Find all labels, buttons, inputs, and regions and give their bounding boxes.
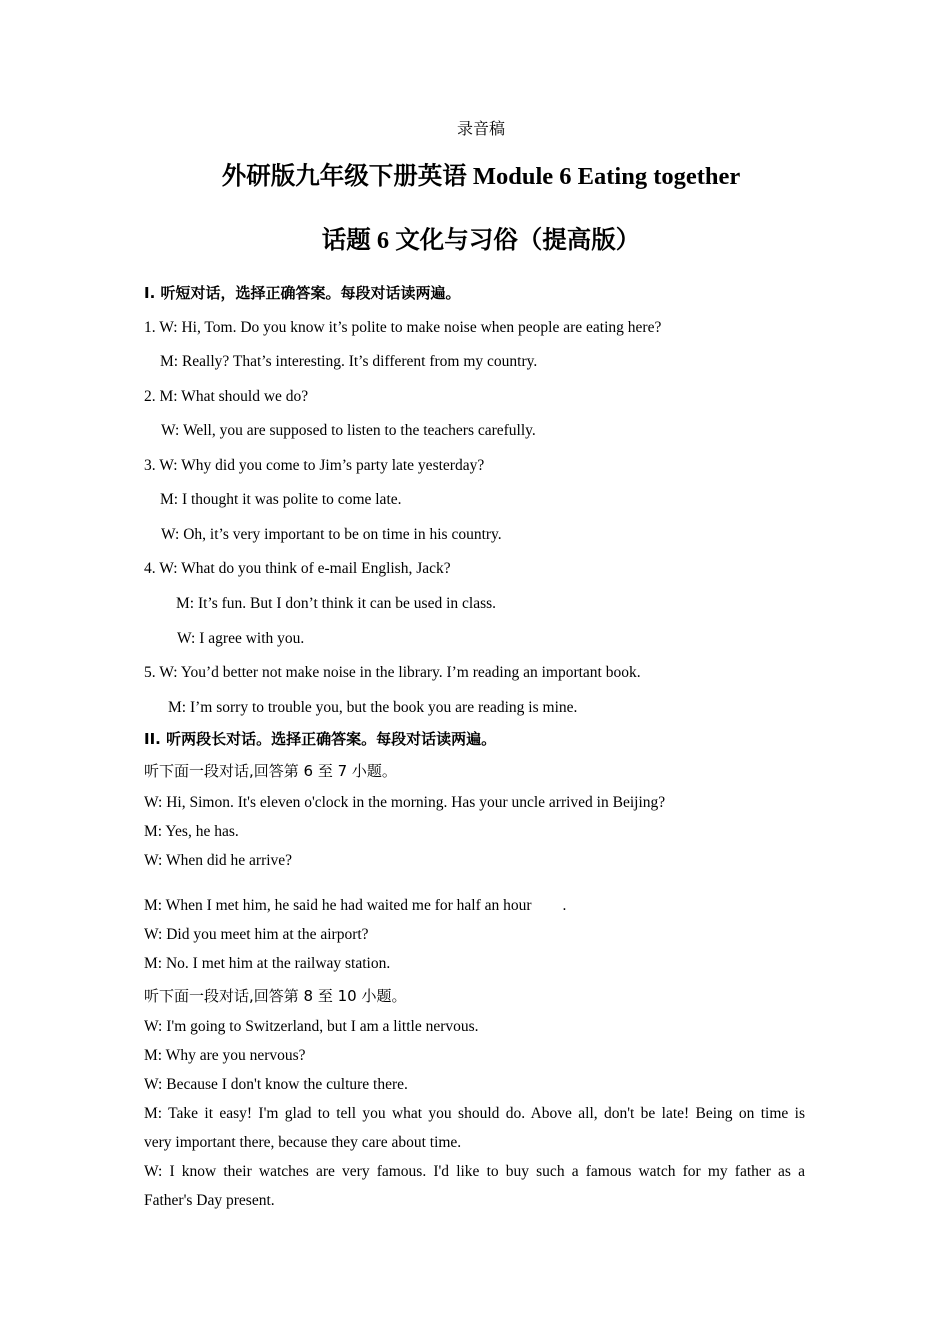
dialogue-line: W: Did you meet him at the airport? bbox=[144, 926, 369, 943]
dialogue-line: M: I thought it was polite to come late. bbox=[160, 491, 402, 508]
dialogue-line: M: Yes, he has. bbox=[144, 823, 239, 840]
dialogue-line: W: When did he arrive? bbox=[144, 852, 293, 869]
dialogue-line: W: Because I don't know the culture there. bbox=[144, 1076, 408, 1093]
dialogue-line: M: I’m sorry to trouble you, but the book you are reading is mine. bbox=[168, 699, 578, 716]
section-1-heading: I. 听短对话，选择正确答案。每段对话读两遍。 bbox=[144, 284, 461, 302]
dialogue-line: W: Well, you are supposed to listen to the teachers carefully. bbox=[161, 422, 536, 439]
dialogue-line: 4. W: What do you think of e-mail English, Jack? bbox=[144, 560, 451, 577]
dialogue-line: W: I agree with you. bbox=[177, 630, 305, 647]
dialogue-line: 2. M: What should we do? bbox=[144, 388, 309, 405]
dialogue-intro: 听下面一段对话,回答第 8 至 10 小题。 bbox=[144, 987, 407, 1005]
dialogue-intro: 听下面一段对话,回答第 6 至 7 小题。 bbox=[144, 762, 397, 780]
dialogue-line: M: Take it easy! I'm glad to tell you what you should do. Above all, don't be late! Being on time is bbox=[144, 1105, 805, 1122]
dialogue-line: M: Why are you nervous? bbox=[144, 1047, 306, 1064]
dialogue-line: M: It’s fun. But I don’t think it can be used in class. bbox=[176, 595, 497, 612]
dialogue-line: M: When I met him, he said he had waited me for half an hour . bbox=[144, 897, 567, 914]
dialogue-line: W: I know their watches are very famous. I'd like to buy such a famous watch for my father as a bbox=[144, 1163, 805, 1180]
dialogue-line: 1. W: Hi, Tom. Do you know it’s polite to make noise when people are eating here? bbox=[144, 319, 662, 336]
dialogue-line: M: No. I met him at the railway station. bbox=[144, 955, 391, 972]
document-subtitle: 话题 6 文化与习俗（提高版） bbox=[321, 227, 641, 254]
document-title: 外研版九年级下册英语 Module 6 Eating together bbox=[221, 163, 741, 190]
dialogue-line: Father's Day present. bbox=[144, 1192, 275, 1209]
dialogue-line: W: I'm going to Switzerland, but I am a little nervous. bbox=[144, 1018, 479, 1035]
dialogue-line: W: Hi, Simon. It's eleven o'clock in the morning. Has your uncle arrived in Beijing? bbox=[144, 794, 666, 811]
transcript-label: 录音稿 bbox=[456, 119, 505, 138]
dialogue-line: M: Really? That’s interesting. It’s different from my country. bbox=[160, 353, 538, 370]
dialogue-line: 5. W: You’d better not make noise in the library. I’m reading an important book. bbox=[144, 664, 641, 681]
dialogue-line: W: Oh, it’s very important to be on time in his country. bbox=[161, 526, 502, 543]
section-2-heading: II. 听两段长对话。选择正确答案。每段对话读两遍。 bbox=[144, 730, 497, 748]
dialogue-line: very important there, because they care about time. bbox=[144, 1134, 462, 1151]
dialogue-line: 3. W: Why did you come to Jim’s party late yesterday? bbox=[144, 457, 485, 474]
